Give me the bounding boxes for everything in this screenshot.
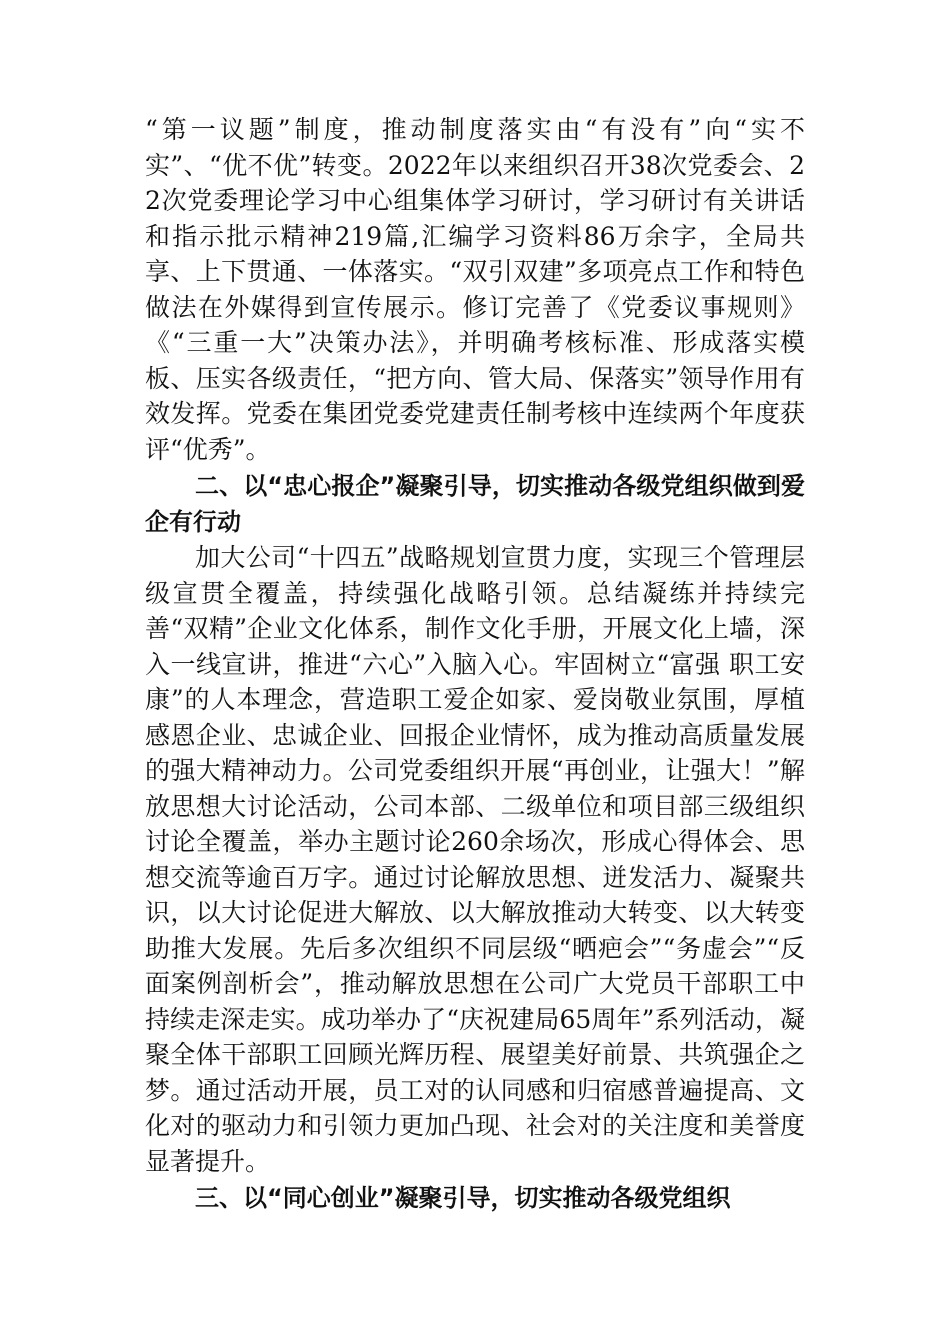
section-heading: 二、以“忠心报企”凝聚引导，切实推动各级党组织做到爱企有行动 [145,472,805,536]
section-heading: 三、以“同心创业”凝聚引导，切实推动各级党组织 [195,1184,731,1212]
document-page [145,112,805,1217]
body-paragraph: “第一议题”制度，推动制度落实由“有没有”向“实不实”、“优不优”转变。2022年以来组织召开38次党委会、22次党委理论学习中心组集体学习研讨，学习研讨有关讲话和指示批示精神219篇,汇编学习资料86万余字，全局共享、上下贯通、一体落实。“双引双建”多项亮点工作和特色做法在外媒得到宣传展示。修订完善了《党委议事规则》《“三重一大”决策办法》，并明确考核标准、形成落实模板、压实各级责任，“把方向、管大局、保落实”领导作用有效发挥。党委在集团党委党建责任制考核中连续两个年度获评“优秀”。 [145,115,805,464]
body-paragraph: 加大公司“十四五”战略规划宣贯力度，实现三个管理层级宣贯全覆盖，持续强化战略引领。总结凝练并持续完善“双精”企业文化体系，制作文化手册，开展文化上墙，深入一线宣讲，推进“六心”入脑入心。牢固树立“富强 职工安康”的人本理念，营造职工爱企如家、爱岗敬业氛围，厚植感恩企业、忠诚企业、回报企业情怀，成为推动高质量发展的强大精神动力。公司党委组织开展“再创业，让强大！”解放思想大讨论活动，公司本部、二级单位和项目部三级组织讨论全覆盖，举办主题讨论260余场次，形成心得体会、思想交流等逾百万字。通过讨论解放思想、迸发活力、凝聚共识，以大讨论促进大解放、以大解放推动大转变、以大转变助推大发展。先后多次组织不同层级“晒疤会”“务虚会”“反面案例剖析会”，推动解放思想在公司广大党员干部职工中持续走深走实。成功举办了“庆祝建局65周年”系列活动，凝聚全体干部职工回顾光辉历程、展望美好前景、共筑强企之梦。通过活动开展，员工对的认同感和归宿感普遍提高、文化对的驱动力和引领力更加凸现、社会对的关注度和美誉度显著提升。 [145,543,805,1176]
